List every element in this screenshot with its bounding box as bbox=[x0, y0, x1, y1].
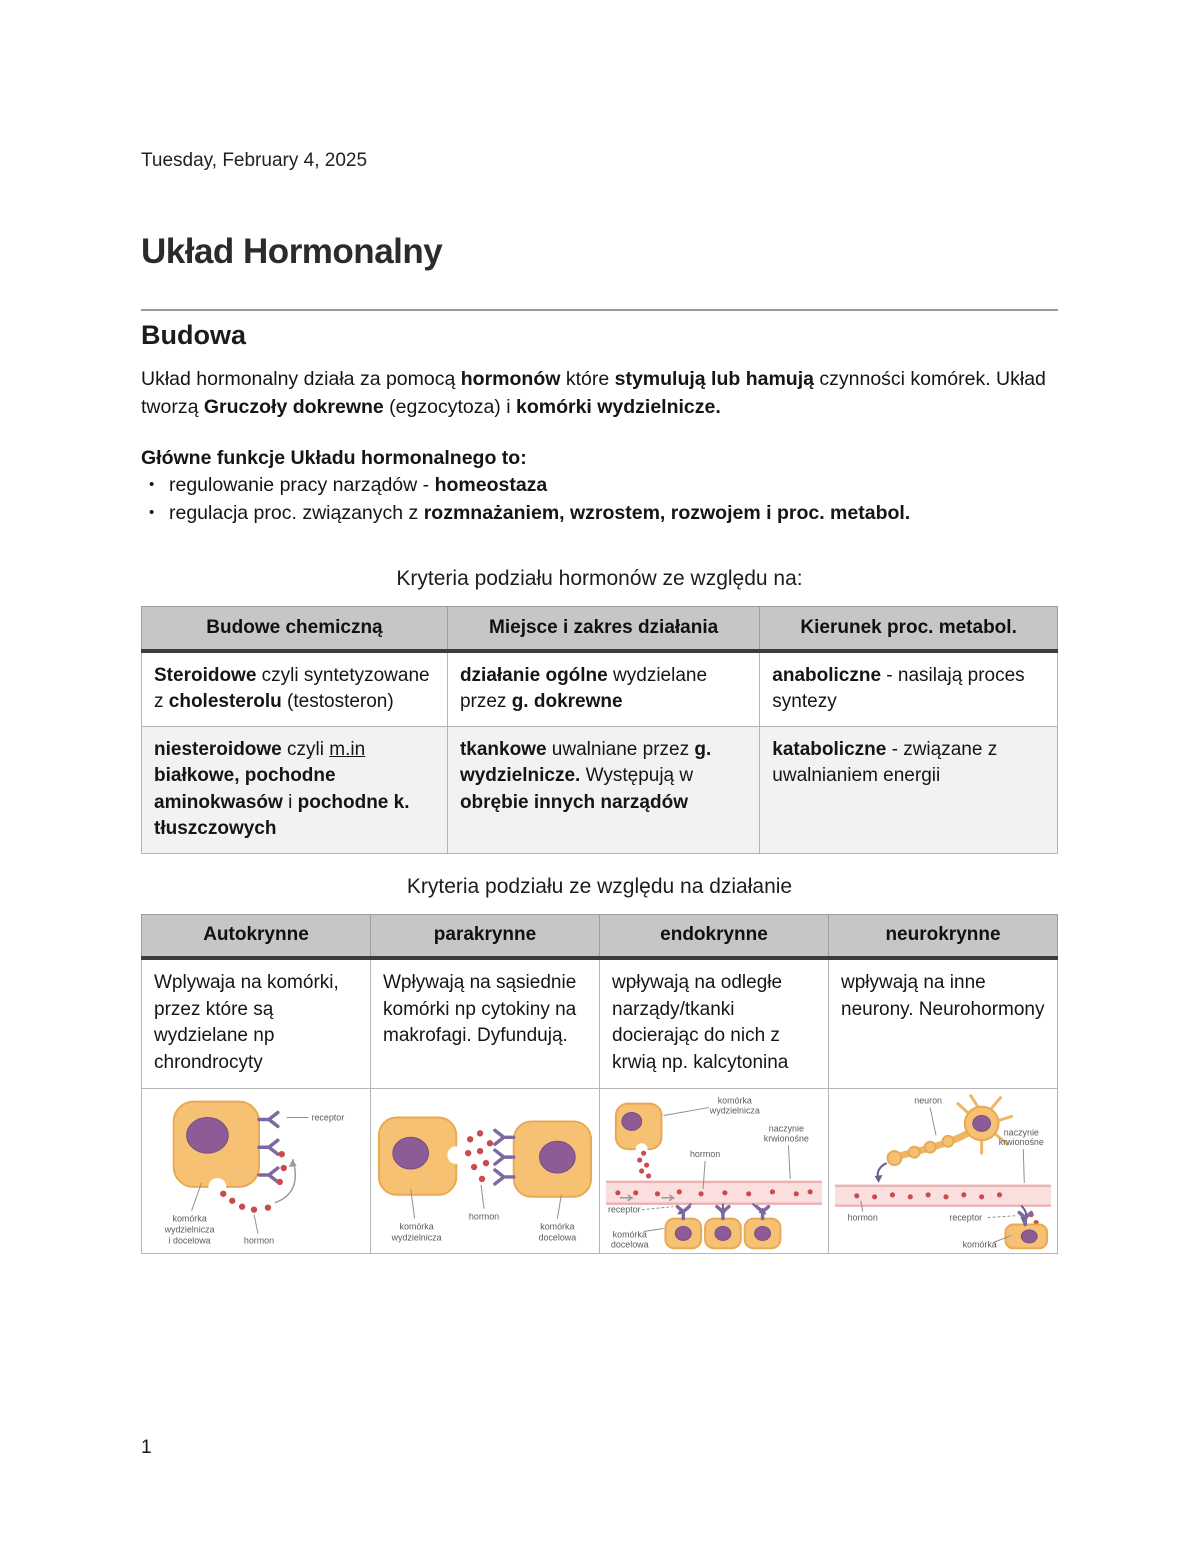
vessel-label: krwionośne bbox=[998, 1136, 1044, 1147]
column-header: Miejsce i zakres działania bbox=[447, 607, 759, 651]
functions-list bbox=[141, 471, 1058, 527]
nucleus-shape bbox=[973, 1115, 991, 1131]
table-cell: Wplywaja na komórki, przez które są wydzielane np chrondrocyty bbox=[142, 958, 371, 1088]
arrowhead bbox=[289, 1159, 297, 1167]
action-criteria-table bbox=[141, 914, 1058, 1254]
vessel-label: naczynie bbox=[768, 1122, 804, 1133]
pointer-line bbox=[481, 1184, 484, 1208]
table-cell: Wpływają na sąsiednie komórki np cytokiny na makrofagi. Dyfundują. bbox=[371, 958, 600, 1088]
cell-label: wydzielnicza bbox=[391, 1231, 442, 1242]
table-cell bbox=[600, 1088, 829, 1253]
cell-label: i docelowa bbox=[168, 1234, 211, 1245]
section-heading-budowa: Budowa bbox=[141, 320, 246, 350]
table-cell: wpływają na inne neurony. Neurohormony bbox=[829, 958, 1058, 1088]
bullet-marker: • bbox=[149, 476, 155, 493]
cell-label: komórka bbox=[612, 1228, 647, 1239]
cell-label: wydzielnicza bbox=[164, 1223, 215, 1234]
secretion-notch bbox=[447, 1146, 465, 1164]
text-segment: które bbox=[560, 368, 615, 390]
cell-label: komórka bbox=[717, 1095, 752, 1106]
column-header: Budowe chemiczną bbox=[142, 607, 448, 651]
table-cell: wpływają na odległe narządy/tkanki docierając do nich z krwią np. kalcytonina bbox=[600, 958, 829, 1088]
table-cell bbox=[829, 1088, 1058, 1253]
nucleus-shape bbox=[187, 1117, 229, 1153]
text-segment: homeostaza bbox=[434, 474, 548, 496]
table2-caption: Kryteria podziału ze względu na działanie bbox=[406, 874, 793, 898]
column-header: neurokrynne bbox=[829, 914, 1058, 958]
table-cell bbox=[371, 1088, 600, 1253]
target-cells bbox=[665, 1218, 780, 1248]
blood-vessel bbox=[606, 1180, 822, 1204]
hormone-label: hormon bbox=[847, 1212, 878, 1223]
nucleus-shape bbox=[1021, 1229, 1037, 1242]
pointer-line bbox=[642, 1206, 674, 1209]
vessel-label: krwionośne bbox=[763, 1132, 809, 1143]
nucleus-shape bbox=[540, 1141, 576, 1173]
text-segment: Układ hormonalny działa za pomocą bbox=[141, 368, 461, 390]
table-cell: kataboliczne - związane z uwalnianiem energii bbox=[760, 726, 1058, 853]
hormone-label: hormon bbox=[468, 1211, 500, 1222]
nucleus-shape bbox=[622, 1112, 642, 1130]
paracrine-diagram bbox=[373, 1091, 597, 1251]
hormone-label: hormon bbox=[689, 1148, 721, 1159]
arrowhead bbox=[875, 1174, 883, 1182]
text-segment: hormonów bbox=[460, 368, 561, 390]
receptor-label: receptor bbox=[949, 1212, 983, 1223]
pointer-line bbox=[788, 1145, 790, 1179]
intro-paragraph bbox=[141, 366, 1058, 421]
text-segment: komórki wydzielnicze. bbox=[515, 395, 721, 418]
hormone-criteria-table bbox=[141, 606, 1058, 854]
document-page bbox=[141, 0, 1058, 1254]
text-segment: czynności komórek. Układ tworzą bbox=[141, 368, 1046, 418]
hormone-label: hormon bbox=[243, 1234, 275, 1245]
page-number: 1 bbox=[141, 1437, 152, 1458]
myelin-bumps bbox=[887, 1135, 953, 1164]
pointer-line bbox=[1023, 1149, 1024, 1183]
nucleus-shape bbox=[393, 1137, 429, 1169]
list-item bbox=[141, 471, 1058, 499]
receptor-icon bbox=[495, 1130, 514, 1184]
functions-lead: Główne funkcje Układu hormonalnego to: bbox=[141, 447, 527, 469]
text-segment: regulacja proc. związanych z bbox=[169, 502, 424, 524]
cell-label: docelowa bbox=[610, 1238, 649, 1249]
text-segment: regulowanie pracy narządów - bbox=[169, 474, 435, 496]
autocrine-diagram bbox=[144, 1091, 368, 1251]
cell-label: komórka bbox=[172, 1213, 207, 1224]
pointer-line bbox=[557, 1194, 561, 1218]
table-cell: Steroidowe czyli syntetyzowane z cholesterolu (testosteron) bbox=[142, 651, 448, 727]
text-segment: stymulują lub hamują bbox=[614, 368, 814, 390]
hormone-dots bbox=[637, 1150, 651, 1178]
hormone-dots bbox=[465, 1130, 493, 1182]
cell-label: komórka bbox=[399, 1220, 434, 1231]
table-row bbox=[142, 1088, 1058, 1253]
cell-label: wydzielnicza bbox=[709, 1105, 760, 1116]
table-row bbox=[142, 958, 1058, 1088]
pointer-line bbox=[663, 1107, 709, 1115]
page-title: Układ Hormonalny bbox=[141, 232, 443, 271]
table-cell: działanie ogólne wydzielane przez g. dokrewne bbox=[447, 651, 759, 727]
pointer-line bbox=[254, 1214, 258, 1233]
cell-label: komórka bbox=[540, 1220, 575, 1231]
pointer-line bbox=[988, 1215, 1018, 1217]
table-cell: anaboliczne - nasilają proces syntezy bbox=[760, 651, 1058, 727]
cell-label: komórka bbox=[962, 1238, 997, 1249]
table-cell: tkankowe uwalniane przez g. wydzielnicze. Występują w obrębie innych narządów bbox=[447, 726, 759, 853]
table1-caption: Kryteria podziału hormonów ze względu na: bbox=[396, 567, 803, 590]
receptor-label: receptor bbox=[607, 1204, 641, 1215]
text-segment: Gruczoły dokrewne bbox=[203, 395, 384, 418]
text-segment: rozmnażaniem, wzrostem, rozwojem i proc. metabol. bbox=[423, 502, 911, 524]
column-header: Kierunek proc. metabol. bbox=[760, 607, 1058, 651]
vessel-label: naczynie bbox=[1003, 1126, 1039, 1137]
text-segment: (egzocytoza) i bbox=[383, 395, 516, 418]
table-header-row bbox=[142, 607, 1058, 651]
table-row bbox=[142, 651, 1058, 727]
horizontal-rule bbox=[141, 309, 1058, 311]
column-header: parakrynne bbox=[371, 914, 600, 958]
receptor-icon bbox=[259, 1112, 278, 1181]
table-row bbox=[142, 726, 1058, 853]
table-cell: niesteroidowe czyli m.in białkowe, pochodne aminokwasów i pochodne k. tłuszczowych bbox=[142, 726, 448, 853]
pointer-line bbox=[930, 1107, 936, 1135]
receptor-label: receptor bbox=[311, 1111, 345, 1122]
table-header-row bbox=[142, 914, 1058, 958]
neurocrine-diagram bbox=[831, 1091, 1055, 1251]
cell-label: docelowa bbox=[538, 1231, 577, 1242]
endocrine-diagram bbox=[602, 1091, 826, 1251]
column-header: endokrynne bbox=[600, 914, 829, 958]
document-date: Tuesday, February 4, 2025 bbox=[141, 150, 368, 171]
neuron-label: neuron bbox=[914, 1095, 942, 1106]
bullet-marker: • bbox=[149, 504, 155, 521]
column-header: Autokrynne bbox=[142, 914, 371, 958]
table-cell bbox=[142, 1088, 371, 1253]
blood-vessel bbox=[835, 1184, 1051, 1206]
list-item bbox=[141, 499, 1058, 527]
